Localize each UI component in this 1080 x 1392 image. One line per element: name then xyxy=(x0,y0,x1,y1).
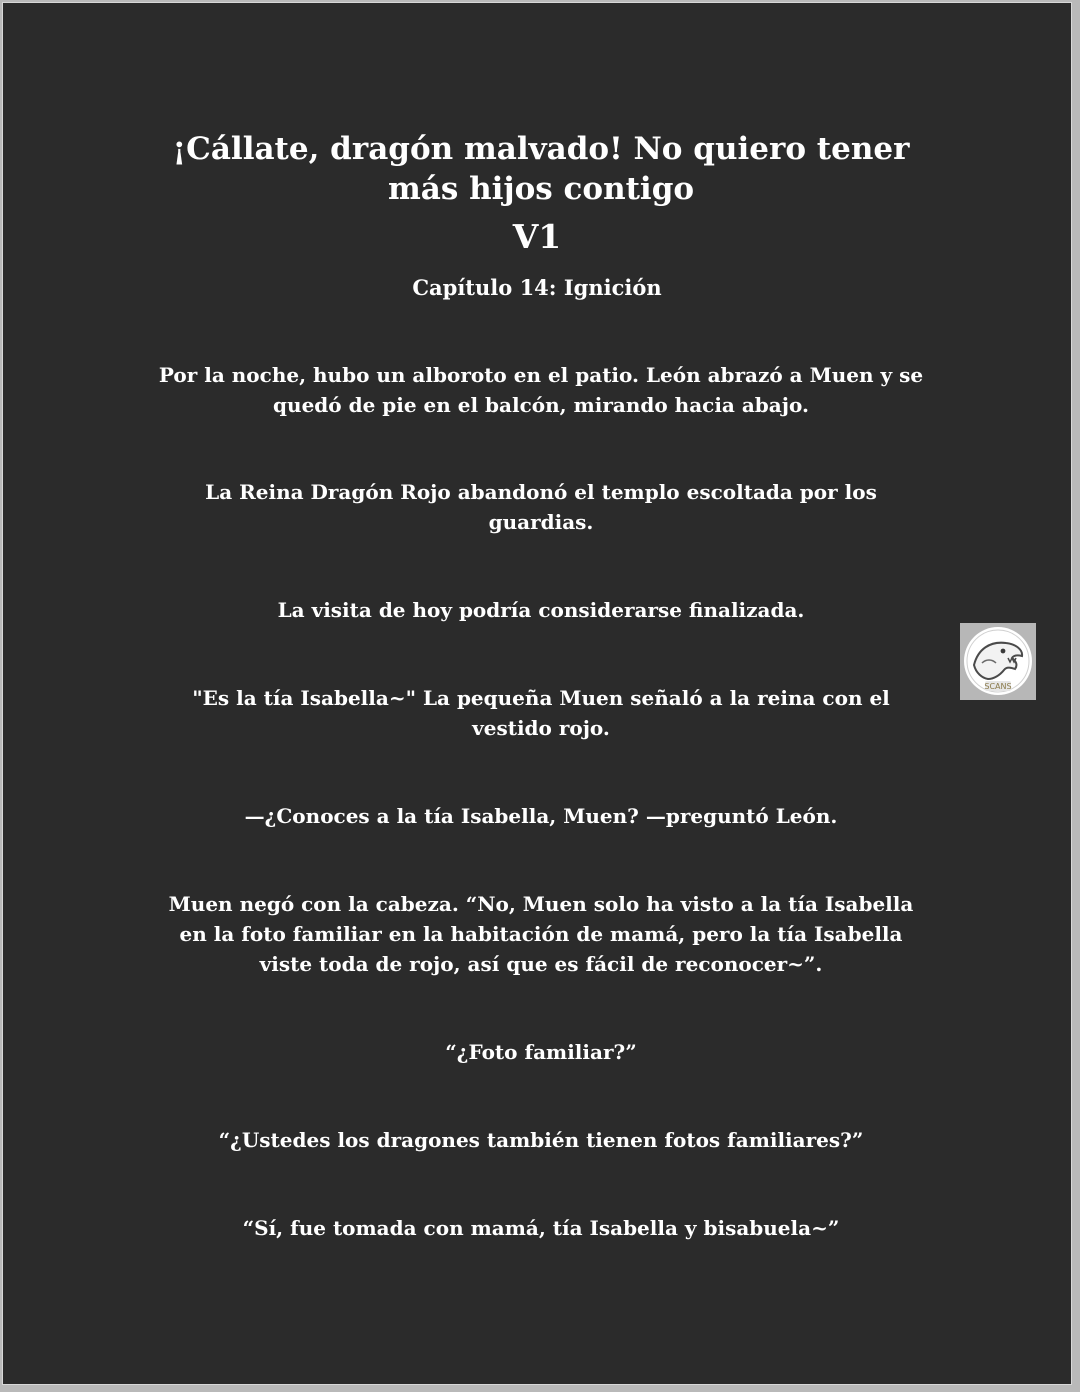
document-title: ¡Cállate, dragón malvado! No quiero tener más hijos contigo xyxy=(172,131,910,207)
paragraph-1: Por la noche, hubo un alboroto en el patio. León abrazó a Muen y se quedó de pie en el balcón, mirando hacia abajo. xyxy=(158,363,924,417)
paragraph-7: “¿Foto familiar?” xyxy=(445,1040,637,1064)
paragraph-9: “Sí, fue tomada con mamá, tía Isabella y bisabuela~” xyxy=(242,1216,840,1240)
chapter-title: Capítulo 14: Ignición xyxy=(412,275,662,300)
dinosaur-logo-icon xyxy=(960,623,1036,700)
paragraph-5: —¿Conoces a la tía Isabella, Muen? —preguntó León. xyxy=(244,804,838,828)
paragraph-3: La visita de hoy podría considerarse finalizada. xyxy=(277,598,805,622)
volume-label: V1 xyxy=(512,217,562,256)
paragraph-8: “¿Ustedes los dragones también tienen fotos familiares?” xyxy=(218,1128,864,1152)
paragraph-4: "Es la tía Isabella~" La pequeña Muen señaló a la reina con el vestido rojo. xyxy=(192,686,890,740)
document-page xyxy=(2,2,1072,1385)
watermark-text: SCANS xyxy=(984,682,1012,691)
paragraph-6: Muen negó con la cabeza. “No, Muen solo ha visto a la tía Isabella en la foto familiar en la habitación de mamá, pero la tía Isabella viste toda de rojo, así que es fácil de reconocer~”. xyxy=(168,892,914,976)
paragraph-2: La Reina Dragón Rojo abandonó el templo escoltada por los guardias. xyxy=(205,480,877,534)
watermark-logo xyxy=(960,623,1036,700)
